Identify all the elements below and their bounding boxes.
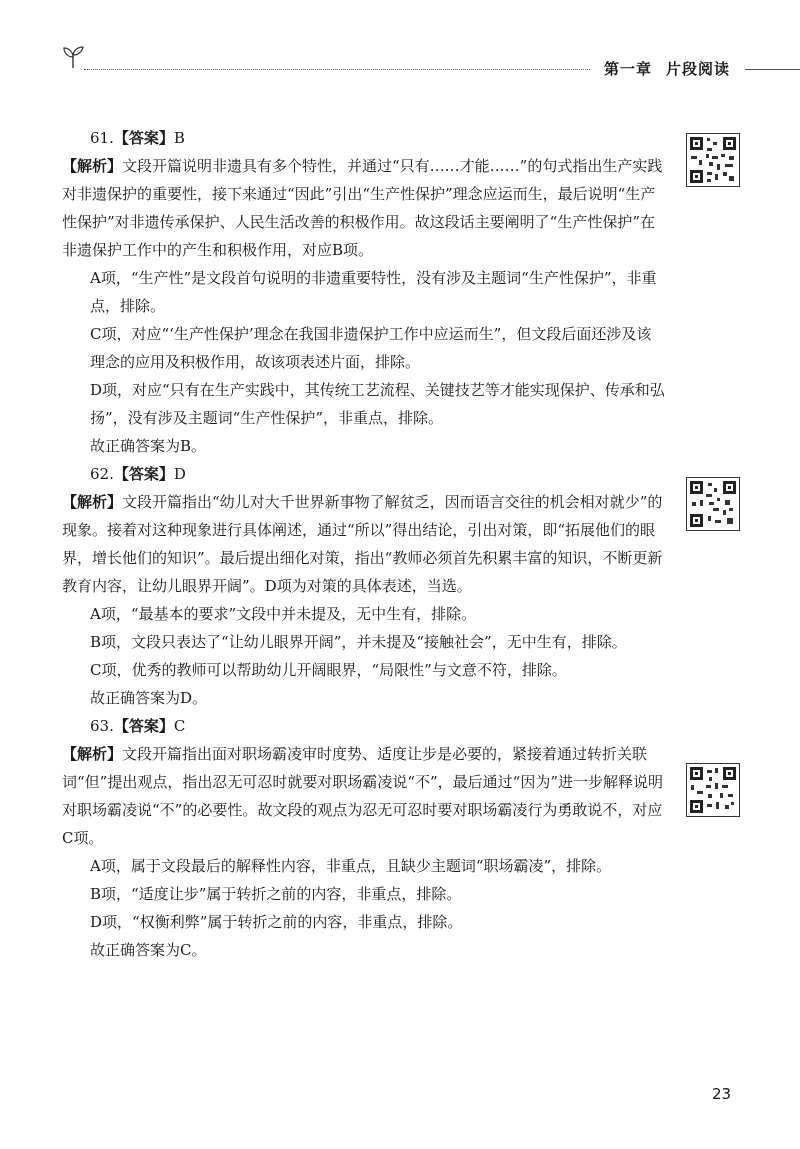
chapter-title [598,58,736,79]
qr-code-icon[interactable] [686,477,740,531]
analysis-text: 文段开篇指出“幼儿对大千世界新事物了解贫乏，因而语言交往的机会相对就少”的现象。接着对这种现象进行具体阐述，通过“所以”得出结论，引出对策，即“拓展他们的眼界，增长他们的知识”。最后提出细化对策，指出“教师必须首先积累丰富的知识，不断更新教育内容，让幼儿眼界开阔”。D项为对策的具体表述，当选。 [62,493,663,595]
analysis-text: 文段开篇说明非遗具有多个特性，并通过“只有……才能……”的句式指出生产实践对非遗保护的重要性，接下来通过“因此”引出“生产性保护”理念应运而生，最后说明“生产性保护”对非遗传承保护、人民生活改善的积极作用。故这段话主要阐明了“生产性保护”在非遗保护工作中的产生和积极作用，对应B项。 [62,157,663,259]
analysis-paragraph [62,740,666,852]
option-b-note: B项，“适度让步”属于转折之前的内容，非重点，排除。 [90,885,462,903]
answer-line [62,124,666,152]
page-number: 23 [712,1085,732,1103]
qr-code-icon[interactable] [686,133,740,187]
answer-content [62,124,666,964]
option-d-note: D项，对应“只有在生产实践中，其传统工艺流程、关键技艺等才能实现保护、传承和弘扬”，没有涉及主题词“生产性保护”，非重点，排除。 [90,381,665,427]
option-a-note: A项，属于文段最后的解释性内容，非重点，且缺少主题词“职场霸凌”，排除。 [90,857,612,875]
answer-tag: 【答案】 [113,717,174,735]
answer-line [62,460,666,488]
conclusion: 故正确答案为B。 [90,437,207,455]
option-c-note: C项，优秀的教师可以帮助幼儿开阔眼界，“局限性”与文意不符，排除。 [90,661,567,679]
answer-tag: 【答案】 [113,129,174,147]
qr-code-icon[interactable] [686,763,740,817]
question-62 [62,460,666,712]
conclusion: 故正确答案为C。 [90,941,207,959]
option-a-note: A项，“最基本的要求”文段中并未提及，无中生有，排除。 [90,605,477,623]
header-solid-line [745,69,800,70]
answer-tag: 【答案】 [113,465,174,483]
analysis-tag: 【解析】 [62,745,123,763]
option-d-note: D项，“权衡利弊”属于转折之前的内容，非重点，排除。 [90,913,463,931]
header-dotted-line [84,69,590,70]
analysis-paragraph [62,488,666,600]
analysis-tag: 【解析】 [62,157,123,175]
answer-value: B [173,129,185,147]
option-a-note: A项，“生产性”是文段首句说明的非遗重要特性，没有涉及主题词“生产性保护”，非重点，排除。 [90,269,657,315]
question-61 [62,124,666,460]
analysis-tag: 【解析】 [62,493,123,511]
page-header [0,0,800,90]
analysis-text: 文段开篇指出面对职场霸凌审时度势、适度让步是必要的，紧接着通过转折关联词“但”提出观点，指出忍无可忍时就要对职场霸凌说“不”，最后通过“因为”进一步解释说明对职场霸凌说“不”的必要性。故文段的观点为忍无可忍时要对职场霸凌行为勇敢说不，对应C项。 [62,745,664,847]
answer-line [62,712,666,740]
answer-value: D [173,465,186,483]
answer-value: C [173,717,186,735]
question-number: 61. [90,129,114,147]
analysis-paragraph [62,152,666,264]
section-label: 片段阅读 [666,60,731,78]
option-c-note: C项，对应“‘生产性保护’理念在我国非遗保护工作中应运而生”，但文段后面还涉及该理念的应用及积极作用，故该项表述片面，排除。 [90,325,652,371]
question-number: 62. [90,465,114,483]
question-63 [62,712,666,964]
question-number: 63. [90,717,114,735]
conclusion: 故正确答案为D。 [90,689,208,707]
option-b-note: B项，文段只表达了“让幼儿眼界开阔”，并未提及“接触社会”，无中生有，排除。 [90,633,627,651]
chapter-label: 第一章 [604,60,653,78]
sprout-icon [60,44,86,70]
